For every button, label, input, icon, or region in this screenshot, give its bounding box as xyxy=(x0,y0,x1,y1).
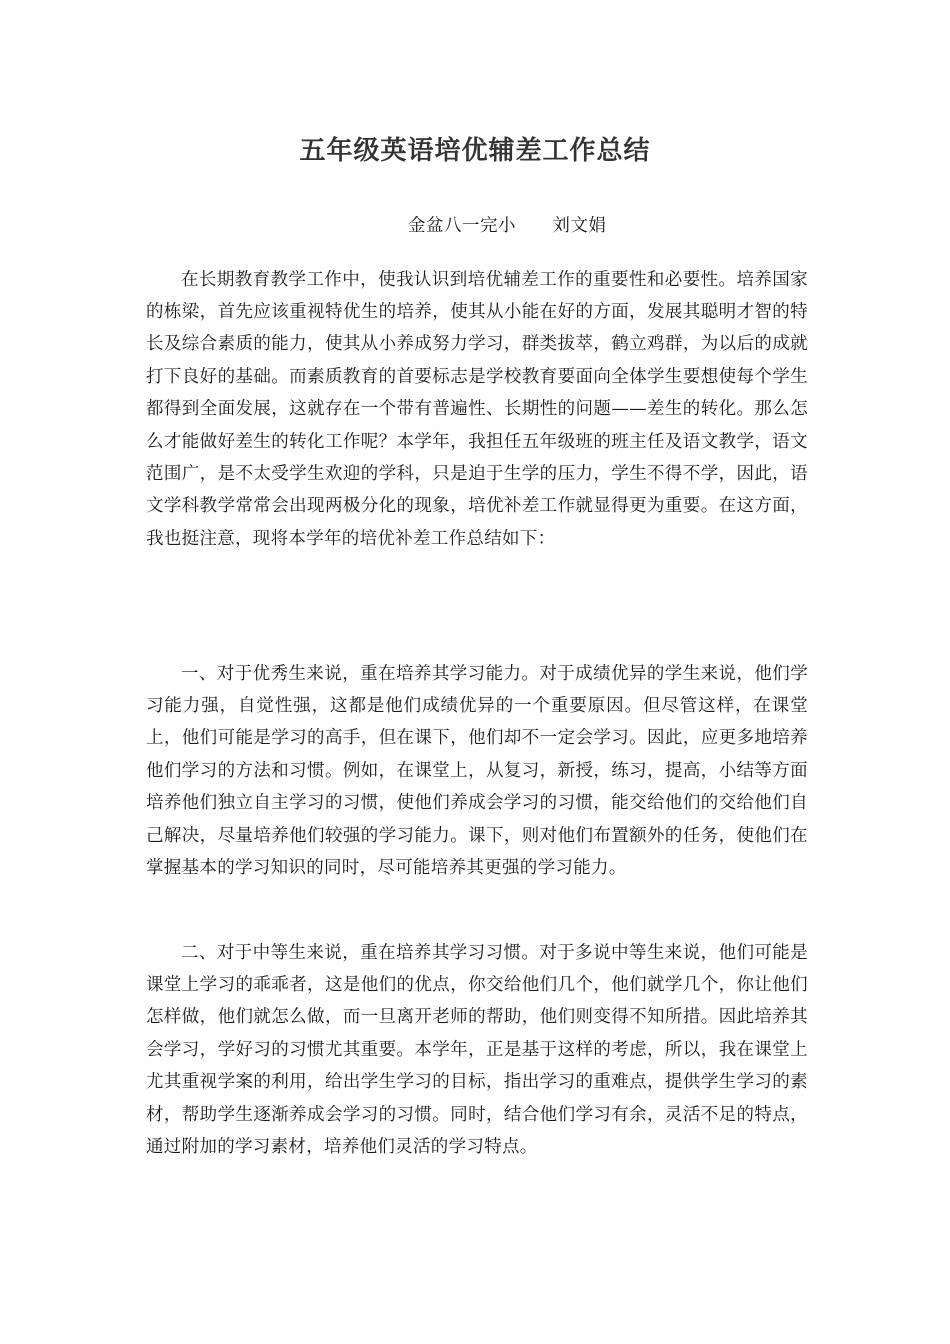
author-byline: 金盆八一完小 刘文娟 xyxy=(408,216,607,236)
document-title: 五年级英语培优辅差工作总结 xyxy=(299,136,651,166)
section-two-paragraph: 二、对于中等生来说，重在培养其学习习惯。对于多说中等生来说，他们可能是课堂上学习的乖乖者，这是他们的优点，你交给他们几个，他们就学几个，你让他们怎样做，他们就怎么做，而一旦离开老师的帮助，他们则变得不知所措。因此培养其会学习，学好习的习惯尤其重要。本学年，正是基于这样的考虑，所以，我在课堂上尤其重视学案的利用，给出学生学习的目标，指出学习的重难点，提供学生学习的素材，帮助学生逐渐养成会学习的习惯。同时，结合他们学习有余，灵活不足的特点，通过附加的学习素材，培养他们灵活的学习特点。 xyxy=(146,942,808,1157)
intro-paragraph: 在长期教育教学工作中，使我认识到培优辅差工作的重要性和必要性。培养国家的栋梁，首先应该重视特优生的培养，使其从小能在好的方面，发展其聪明才智的特长及综合素质的能力，使其从小养成努力学习，群类拔萃，鹤立鸡群，为以后的成就打下良好的基础。而素质教育的首要标志是学校教育要面向全体学生要想使每个学生都得到全面发展，这就存在一个带有普遍性、长期性的问题——差生的转化。那么怎么才能做好差生的转化工作呢？本学年，我担任五年级班的班主任及语文教学，语文范围广，是不太受学生欢迎的学科，只是迫于生学的压力，学生不得不学，因此，语文学科教学常常会出现两极分化的现象，培优补差工作就显得更为重要。在这方面，我也挺注意，现将本学年的培优补差工作总结如下： xyxy=(146,269,808,549)
section-one-paragraph: 一、对于优秀生来说，重在培养其学习能力。对于成绩优异的学生来说，他们学习能力强，自觉性强，这都是他们成绩优异的一个重要原因。但尽管这样，在课堂上，他们可能是学习的高手，但在课下，他们却不一定会学习。因此，应更多地培养他们学习的方法和习惯。例如，在课堂上，从复习，新授，练习，提高，小结等方面培养他们独立自主学习的习惯，使他们养成会学习的习惯，能交给他们的交给他们自己解决，尽量培养他们较强的学习能力。课下，则对他们布置额外的任务，使他们在掌握基本的学习知识的同时，尽可能培养其更强的学习能力。 xyxy=(146,663,808,878)
